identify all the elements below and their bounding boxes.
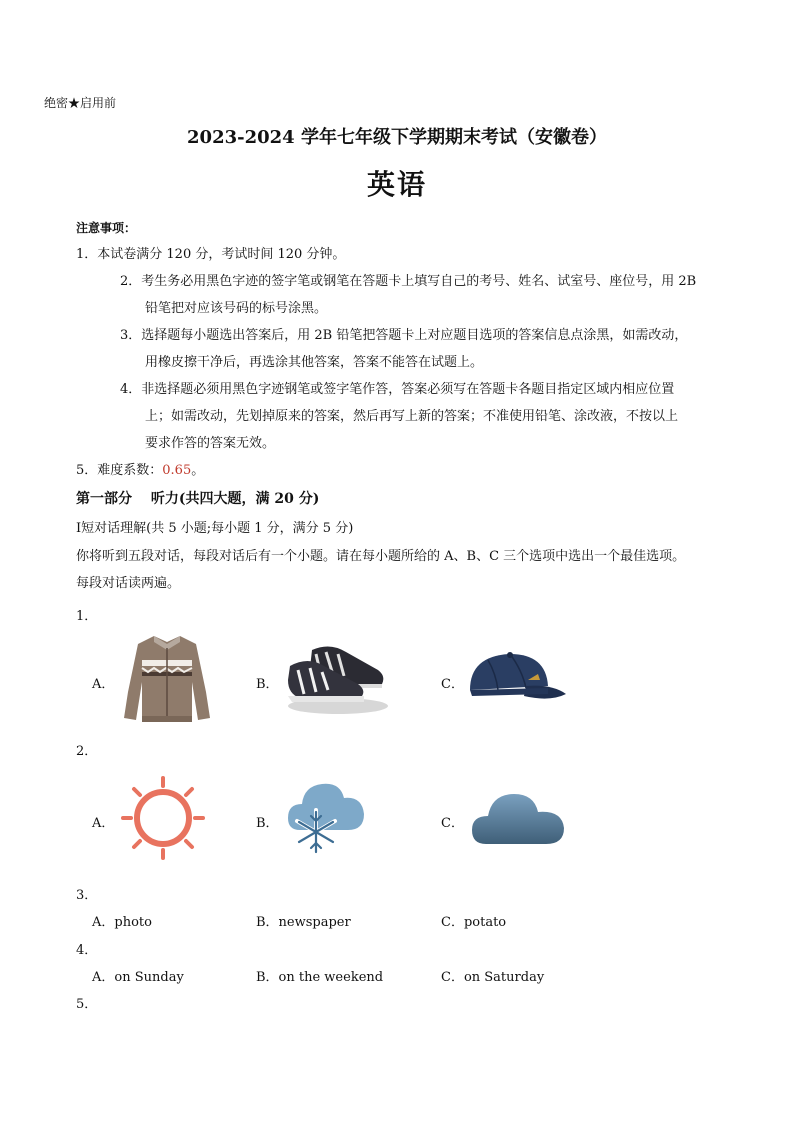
note-item-1: 1．本试卷满分 120 分，考试时间 120 分钟。 — [76, 247, 346, 262]
sweater-icon — [122, 632, 212, 724]
q1-option-a-label: A． — [92, 677, 115, 692]
section1-instruction-cont: 每段对话读两遍。 — [76, 576, 181, 591]
difficulty-value: 0.65 — [162, 463, 192, 478]
exam-title: 2023-2024 学年七年级下学期期末考试（安徽卷） — [187, 127, 607, 148]
q2-option-a-label: A． — [92, 816, 115, 831]
q1-option-b-label: B． — [256, 677, 279, 692]
question-3-number: 3． — [76, 888, 98, 903]
note-item-4-cont1: 上；如需改动，先划掉原来的答案，然后再写上新的答案；不准使用铅笔、涂改液，不按以上 — [145, 409, 679, 424]
notes-heading: 注意事项： — [76, 221, 137, 235]
question-1-number: 1． — [76, 609, 98, 624]
q4-option-b: B．on the weekend — [256, 970, 384, 985]
note-item-2-cont: 铅笔把对应该号码的标号涂黑。 — [145, 301, 328, 316]
sun-icon — [120, 776, 206, 860]
question-2-number: 2． — [76, 744, 98, 759]
note-item-4: 4．非选择题必须用黑色字迹钢笔或签字笔作答，答案必须写在答题卡各题目指定区域内相应位置 — [120, 382, 675, 397]
question-4-number: 4． — [76, 943, 98, 958]
q1-option-c-label: C． — [441, 677, 464, 692]
q2-option-c-label: C． — [441, 816, 464, 831]
note-item-4-cont2: 要求作答的答案无效。 — [145, 436, 276, 451]
secret-label: 绝密★启用前 — [44, 96, 117, 110]
part1-heading: 第一部分 听力(共四大题，满 20 分) — [76, 491, 320, 507]
q3-option-a: A．photo — [92, 915, 152, 930]
difficulty-end: 。 — [191, 463, 205, 478]
q3-option-c: C．potato — [441, 915, 507, 930]
note-item-3: 3．选择题每小题选出答案后，用 2B 铅笔把答题卡上对应题目选项的答案信息点涂黑，如需改动， — [120, 328, 688, 343]
subject-title: 英语 — [366, 168, 427, 201]
q4-option-c: C．on Saturday — [441, 970, 545, 985]
q4-option-a: A．on Sunday — [92, 970, 184, 985]
section1-heading: Ⅰ短对话理解(共 5 小题;每小题 1 分，满分 5 分) — [76, 521, 354, 536]
difficulty-label: 5．难度系数： — [76, 463, 163, 478]
snow-cloud-icon — [286, 774, 366, 862]
section1-instruction: 你将听到五段对话，每段对话后有一个小题。请在每小题所给的 A、B、C 三个选项中选出一个最佳选项。 — [76, 549, 686, 564]
sneakers-icon — [282, 640, 390, 716]
q3-option-b: B．newspaper — [256, 915, 351, 930]
q2-option-b-label: B． — [256, 816, 279, 831]
question-5-number: 5． — [76, 997, 98, 1012]
cap-icon — [466, 650, 568, 708]
note-item-3-cont: 用橡皮擦干净后，再选涂其他答案，答案不能答在试题上。 — [145, 355, 484, 370]
cloud-icon — [470, 786, 566, 850]
note-item-2: 2．考生务必用黑色字迹的签字笔或钢笔在答题卡上填写自己的考号、姓名、试室号、座位号，用 2B — [120, 274, 697, 289]
note-item-5 — [76, 464, 204, 477]
